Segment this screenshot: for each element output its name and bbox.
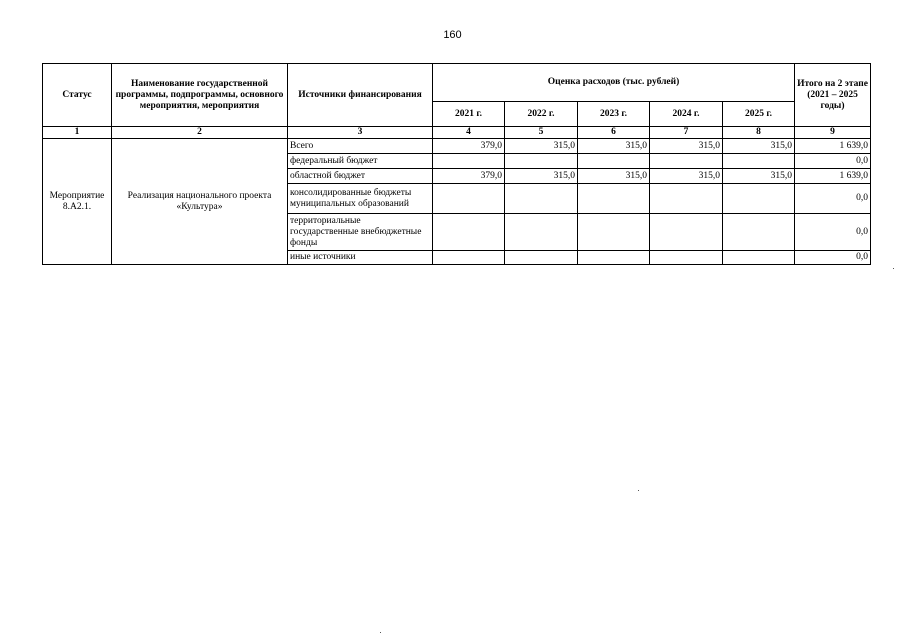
value-cell: 315,0 — [505, 169, 578, 184]
scan-speck — [893, 268, 894, 269]
value-cell — [433, 184, 505, 214]
value-cell — [578, 184, 650, 214]
value-cell — [433, 251, 505, 265]
budget-table — [42, 63, 871, 265]
source-cell: иные источники — [288, 251, 433, 265]
total-cell: 1 639,0 — [795, 169, 871, 184]
column-number: 2 — [112, 127, 288, 139]
measure-name-cell: Реализация национального проекта «Культура» — [112, 139, 288, 265]
value-cell — [650, 214, 723, 251]
value-cell — [723, 184, 795, 214]
value-cell: 315,0 — [578, 139, 650, 154]
value-cell — [505, 214, 578, 251]
value-cell — [723, 154, 795, 169]
total-cell: 0,0 — [795, 214, 871, 251]
value-cell — [650, 154, 723, 169]
value-cell: 315,0 — [723, 169, 795, 184]
header-year: 2024 г. — [650, 102, 723, 127]
column-number: 9 — [795, 127, 871, 139]
value-cell: 379,0 — [433, 169, 505, 184]
header-year: 2021 г. — [433, 102, 505, 127]
value-cell — [433, 214, 505, 251]
scan-speck — [638, 490, 639, 491]
value-cell — [505, 154, 578, 169]
value-cell: 315,0 — [578, 169, 650, 184]
value-cell: 315,0 — [505, 139, 578, 154]
total-cell: 0,0 — [795, 154, 871, 169]
value-cell: 315,0 — [723, 139, 795, 154]
header-sources: Источники финансирования — [288, 64, 433, 127]
value-cell — [505, 251, 578, 265]
page-number: 160 — [443, 29, 462, 41]
scan-speck — [380, 632, 381, 633]
source-cell: Всего — [288, 139, 433, 154]
header-status: Статус — [43, 64, 112, 127]
total-cell: 0,0 — [795, 184, 871, 214]
column-number: 4 — [433, 127, 505, 139]
value-cell: 315,0 — [650, 169, 723, 184]
source-cell: территориальные государственные внебюджетные фонды — [288, 214, 433, 251]
header-year: 2023 г. — [578, 102, 650, 127]
value-cell — [578, 154, 650, 169]
column-number: 8 — [723, 127, 795, 139]
header-year: 2022 г. — [505, 102, 578, 127]
value-cell — [650, 184, 723, 214]
column-number: 6 — [578, 127, 650, 139]
value-cell: 379,0 — [433, 139, 505, 154]
header-name: Наименование государственной программы, подпрограммы, основного мероприятия, мероприятия — [112, 64, 288, 127]
value-cell — [505, 184, 578, 214]
value-cell — [723, 214, 795, 251]
value-cell — [578, 214, 650, 251]
header-estimate: Оценка расходов (тыс. рублей) — [433, 64, 795, 102]
value-cell — [723, 251, 795, 265]
column-number: 3 — [288, 127, 433, 139]
column-number-row — [43, 127, 871, 139]
column-number: 5 — [505, 127, 578, 139]
column-number: 1 — [43, 127, 112, 139]
column-number: 7 — [650, 127, 723, 139]
header-total: Итого на 2 этапе (2021 – 2025 годы) — [795, 64, 871, 127]
total-cell: 0,0 — [795, 251, 871, 265]
value-cell — [433, 154, 505, 169]
source-cell: федеральный бюджет — [288, 154, 433, 169]
table-row — [43, 139, 871, 154]
status-cell: Мероприятие 8.А2.1. — [43, 139, 112, 265]
value-cell — [650, 251, 723, 265]
value-cell: 315,0 — [650, 139, 723, 154]
header-year: 2025 г. — [723, 102, 795, 127]
value-cell — [578, 251, 650, 265]
total-cell: 1 639,0 — [795, 139, 871, 154]
header-row-1 — [43, 64, 871, 102]
source-cell: областной бюджет — [288, 169, 433, 184]
source-cell: консолидированные бюджеты муниципальных образований — [288, 184, 433, 214]
